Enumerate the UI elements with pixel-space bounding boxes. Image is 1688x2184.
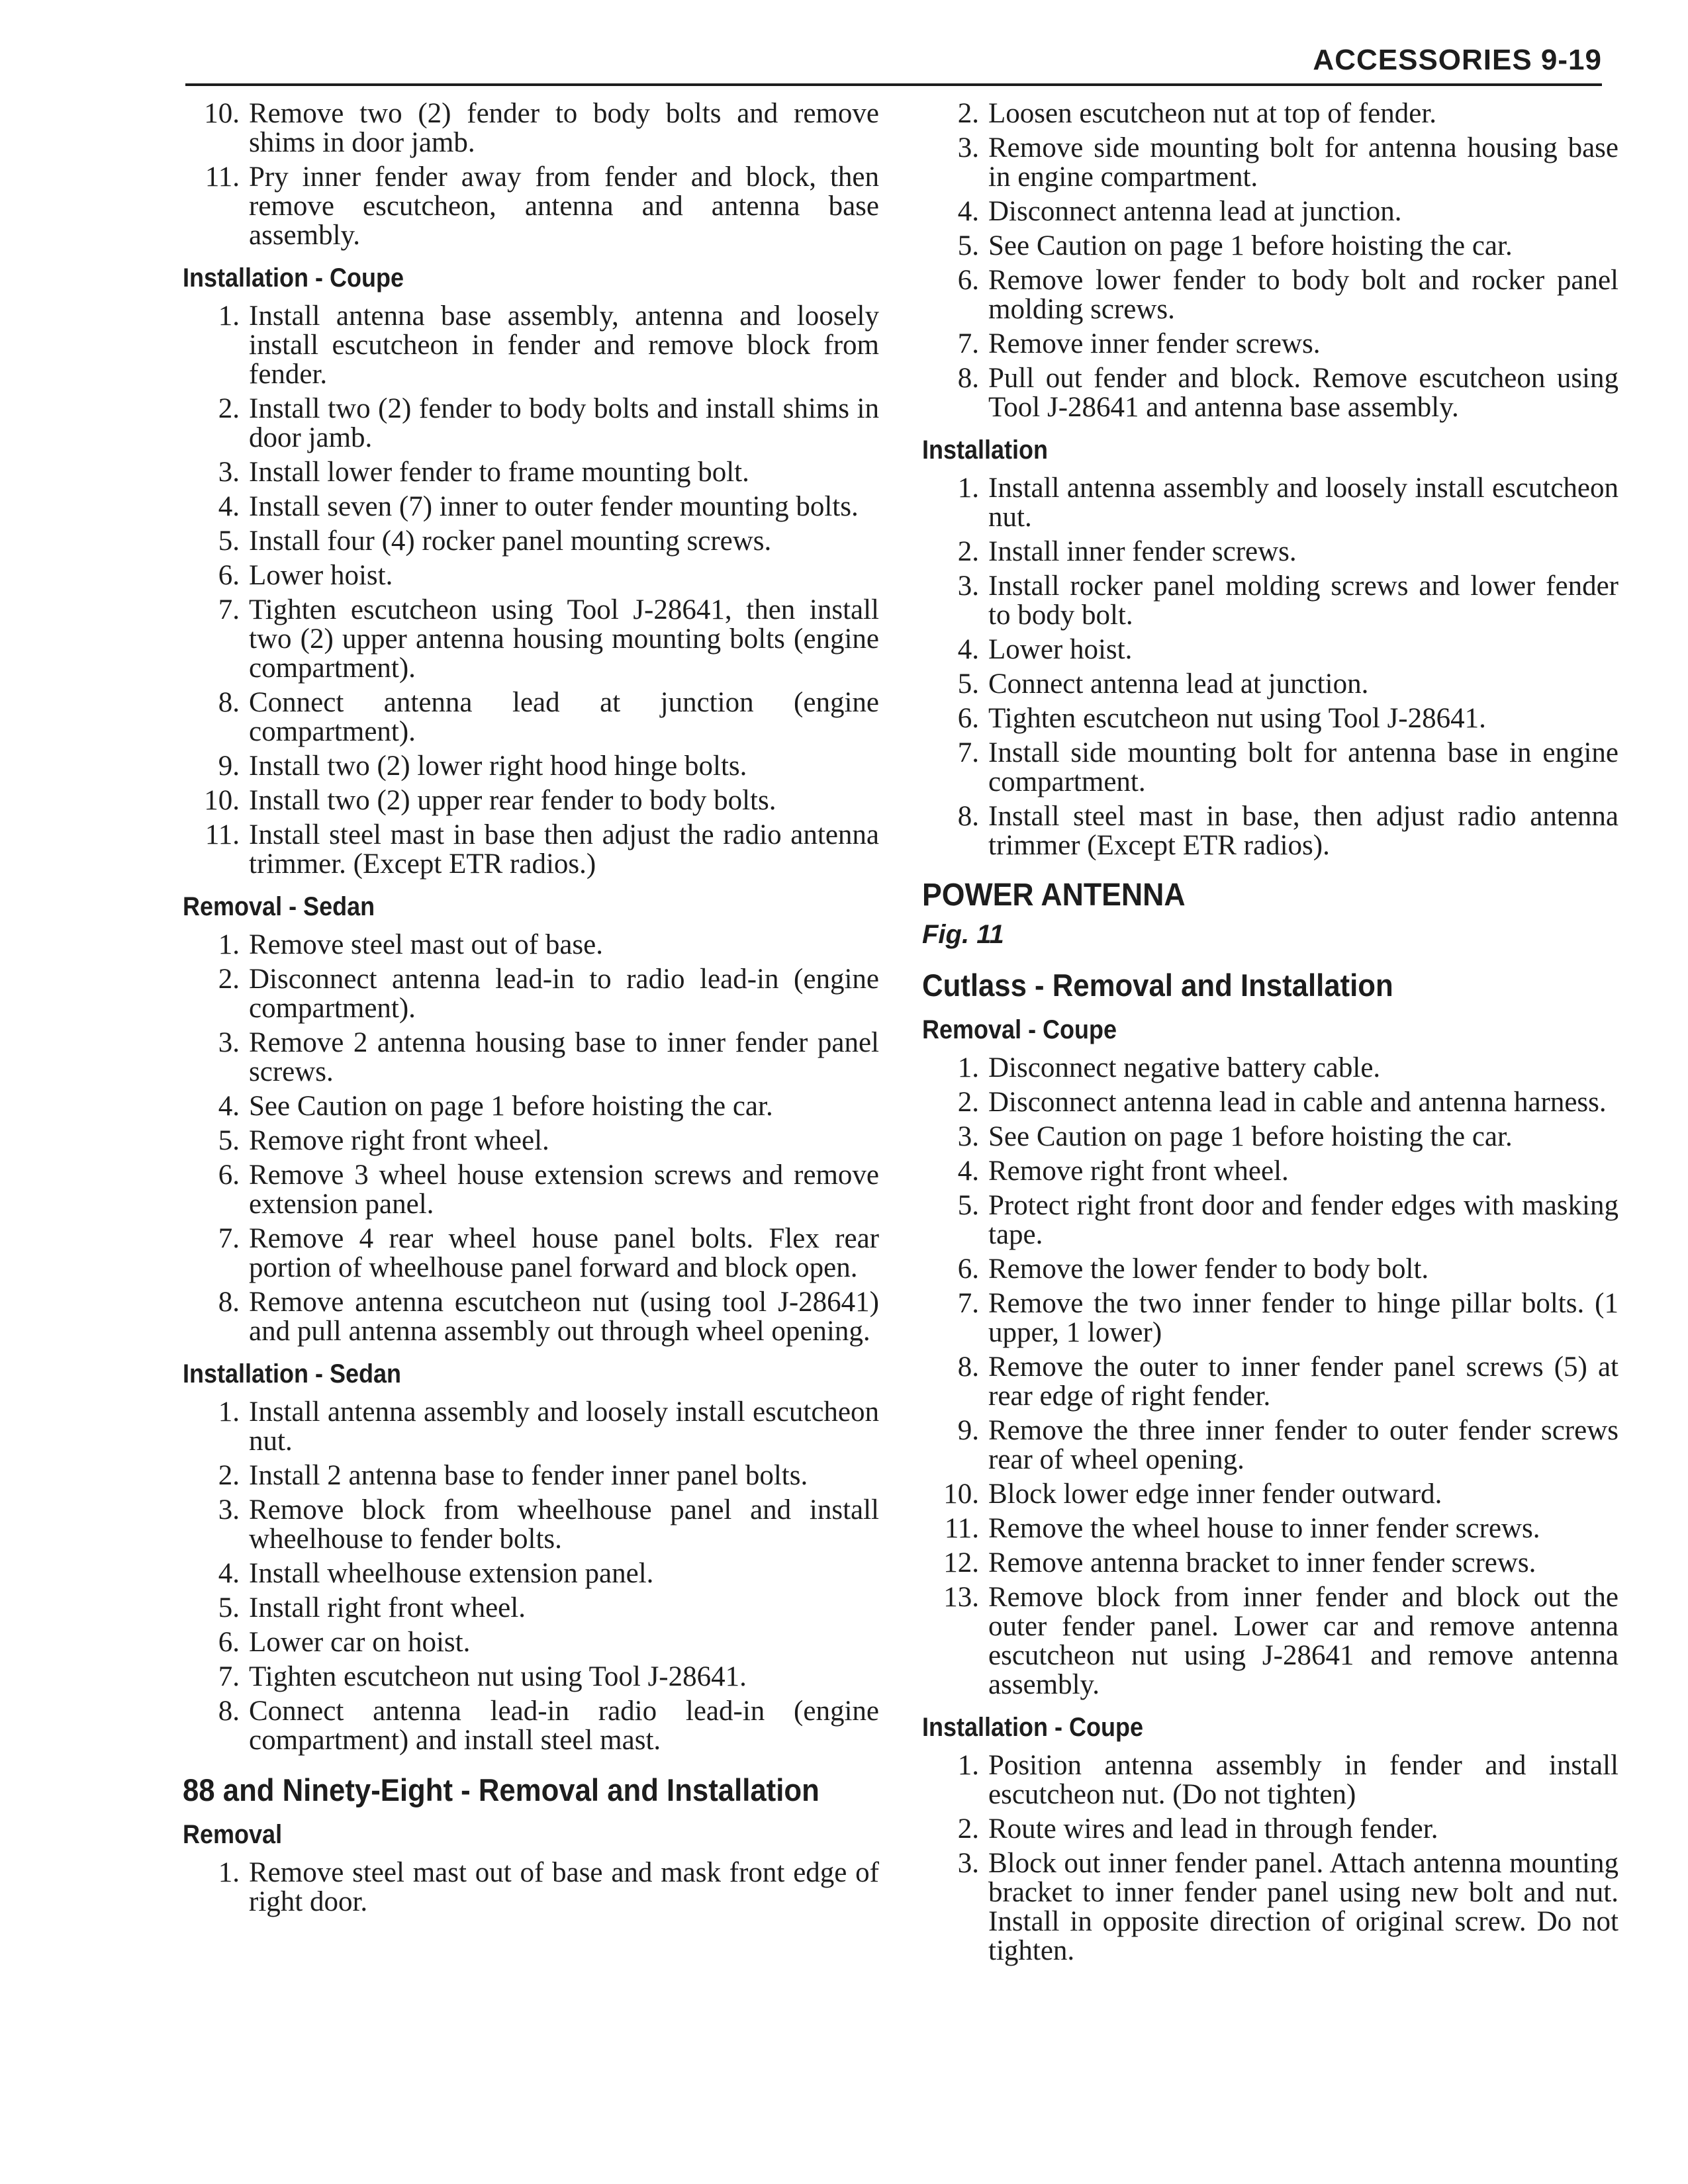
step-item xyxy=(183,1697,879,1755)
step-text: Block lower edge inner fender outward. xyxy=(988,1479,1442,1510)
step-text: Remove two (2) fender to body bolts and remove shims in door jamb. xyxy=(249,98,879,158)
step-item xyxy=(922,134,1618,192)
step-text: Block out inner fender panel. Attach antenna mounting bracket to inner fender panel using new bolt and nut. Install in opposite direction of original screw. Do not tighten. xyxy=(988,1848,1618,1966)
step-number: 7. xyxy=(218,594,240,625)
step-text: Remove the wheel house to inner fender screws. xyxy=(988,1513,1540,1544)
step-number: 3. xyxy=(218,1027,240,1058)
step-number: 1. xyxy=(957,1750,979,1781)
step-number: 1. xyxy=(218,929,240,960)
step-number: 2. xyxy=(218,393,240,424)
step-item xyxy=(183,1628,879,1657)
page-header xyxy=(185,44,1602,86)
step-item xyxy=(922,266,1618,324)
step-number: 10. xyxy=(943,1479,979,1510)
right-intro-steps xyxy=(922,99,1618,422)
step-item xyxy=(922,1191,1618,1250)
step-text: See Caution on page 1 before hoisting the car. xyxy=(988,230,1513,261)
step-number: 6. xyxy=(218,560,240,591)
removal-sedan-steps xyxy=(183,931,879,1346)
step-number: 5. xyxy=(957,1190,979,1221)
step-number: 10. xyxy=(204,98,240,129)
heading-installation-coupe: Installation - Coupe xyxy=(183,263,404,293)
step-text: Connect antenna lead at junction (engine compartment). xyxy=(249,687,879,747)
cutlass-installation-coupe-steps xyxy=(922,1751,1618,1966)
step-number: 2. xyxy=(957,1813,979,1844)
step-item xyxy=(183,1161,879,1219)
heading-88-removal: Removal xyxy=(183,1820,283,1849)
step-item xyxy=(922,1416,1618,1475)
step-item xyxy=(183,561,879,590)
step-text: Install steel mast in base, then adjust radio antenna trimmer (Except ETR radios). xyxy=(988,801,1618,861)
step-item xyxy=(922,802,1618,860)
step-number: 6. xyxy=(218,1160,240,1191)
step-text: Remove lower fender to body bolt and rocker panel molding screws. xyxy=(988,265,1618,325)
step-number: 4. xyxy=(957,196,979,227)
step-text: Install inner fender screws. xyxy=(988,536,1297,567)
installation-steps xyxy=(922,474,1618,860)
step-text: Install 2 antenna base to fender inner panel bolts. xyxy=(249,1460,808,1491)
step-text: Tighten escutcheon nut using Tool J-28641. xyxy=(988,703,1486,734)
step-number: 2. xyxy=(218,964,240,995)
step-text: Connect antenna lead at junction. xyxy=(988,668,1369,700)
step-text: Disconnect antenna lead in cable and antenna harness. xyxy=(988,1087,1607,1118)
step-item xyxy=(183,1092,879,1121)
step-number: 8. xyxy=(957,363,979,394)
step-text: Remove steel mast out of base. xyxy=(249,929,603,960)
heading-removal-sedan: Removal - Sedan xyxy=(183,892,375,921)
step-text: Remove antenna bracket to inner fender screws. xyxy=(988,1547,1536,1578)
step-text: Remove right front wheel. xyxy=(249,1125,549,1156)
step-number: 6. xyxy=(957,703,979,734)
step-number: 7. xyxy=(957,737,979,768)
step-item xyxy=(922,474,1618,532)
step-text: Disconnect antenna lead-in to radio lead-in (engine compartment). xyxy=(249,964,879,1024)
step-number: 5. xyxy=(957,230,979,261)
step-number: 12. xyxy=(943,1547,979,1578)
step-item xyxy=(183,596,879,683)
heading-power-antenna: POWER ANTENNA xyxy=(922,878,1186,913)
installation-sedan-steps xyxy=(183,1398,879,1755)
step-item xyxy=(922,572,1618,630)
step-item xyxy=(183,1126,879,1156)
step-text: Install right front wheel. xyxy=(249,1592,526,1623)
step-number: 9. xyxy=(957,1415,979,1446)
step-number: 11. xyxy=(944,1513,979,1544)
step-text: Tighten escutcheon nut using Tool J-28641. xyxy=(249,1661,747,1692)
step-text: See Caution on page 1 before hoisting the car. xyxy=(249,1091,773,1122)
step-number: 3. xyxy=(957,570,979,602)
step-item xyxy=(922,1751,1618,1809)
step-item xyxy=(183,1028,879,1087)
step-item xyxy=(922,1549,1618,1578)
step-text: Remove the two inner fender to hinge pillar bolts. (1 upper, 1 lower) xyxy=(988,1288,1618,1348)
step-text: Remove the lower fender to body bolt. xyxy=(988,1253,1429,1285)
step-text: Install lower fender to frame mounting bolt. xyxy=(249,457,749,488)
step-item xyxy=(922,197,1618,226)
step-item xyxy=(183,1398,879,1456)
step-text: Remove steel mast out of base and mask front edge of right door. xyxy=(249,1857,879,1917)
heading-cutlass: Cutlass - Removal and Installation xyxy=(922,968,1393,1003)
step-text: Remove block from inner fender and block out the outer fender panel. Lower car and remove antenna escutcheon nut using J-28641 and remove antenna assembly. xyxy=(988,1582,1618,1700)
step-number: 8. xyxy=(957,1351,979,1383)
step-text: Install wheelhouse extension panel. xyxy=(249,1558,654,1589)
step-text: Install antenna assembly and loosely install escutcheon nut. xyxy=(988,473,1618,533)
step-text: Remove the outer to inner fender panel screws (5) at rear edge of right fender. xyxy=(988,1351,1618,1412)
step-number: 7. xyxy=(218,1661,240,1692)
step-number: 1. xyxy=(218,1396,240,1428)
page-header-title: ACCESSORIES 9-19 xyxy=(1313,44,1602,76)
step-number: 5. xyxy=(218,525,240,557)
step-text: Install side mounting bolt for antenna base in engine compartment. xyxy=(988,737,1618,797)
step-item xyxy=(183,931,879,960)
step-number: 8. xyxy=(218,1287,240,1318)
left-intro-steps xyxy=(183,99,879,250)
step-text: See Caution on page 1 before hoisting the car. xyxy=(988,1121,1513,1152)
heading-installation-sedan: Installation - Sedan xyxy=(183,1359,402,1388)
step-item xyxy=(922,1849,1618,1966)
step-text: Remove 2 antenna housing base to inner fender panel screws. xyxy=(249,1027,879,1087)
step-number: 3. xyxy=(957,1848,979,1879)
heading-removal-coupe: Removal - Coupe xyxy=(922,1015,1117,1044)
step-item xyxy=(183,1559,879,1588)
step-text: Remove side mounting bolt for antenna housing base in engine compartment. xyxy=(988,132,1618,193)
step-item xyxy=(183,99,879,158)
step-item xyxy=(922,1157,1618,1186)
step-item xyxy=(183,302,879,389)
step-text: Lower hoist. xyxy=(988,634,1133,665)
step-text: Pry inner fender away from fender and block, then remove escutcheon, antenna and antenna base assembly. xyxy=(249,161,879,251)
step-item xyxy=(922,635,1618,664)
step-number: 1. xyxy=(218,300,240,332)
step-text: Install seven (7) inner to outer fender mounting bolts. xyxy=(249,491,859,522)
step-item xyxy=(922,1088,1618,1117)
step-text: Lower hoist. xyxy=(249,560,393,591)
step-item xyxy=(922,1353,1618,1411)
step-number: 5. xyxy=(957,668,979,700)
step-number: 3. xyxy=(957,132,979,163)
step-item xyxy=(922,232,1618,261)
step-number: 4. xyxy=(218,491,240,522)
step-item xyxy=(183,786,879,815)
step-number: 5. xyxy=(218,1125,240,1156)
step-item xyxy=(183,1858,879,1917)
step-text: Remove the three inner fender to outer fender screws rear of wheel opening. xyxy=(988,1415,1618,1475)
step-number: 11. xyxy=(205,161,240,193)
step-item xyxy=(183,1288,879,1346)
heading-installation: Installation xyxy=(922,435,1049,465)
step-item xyxy=(922,330,1618,359)
step-item xyxy=(183,1496,879,1554)
step-text: Remove block from wheelhouse panel and install wheelhouse to fender bolts. xyxy=(249,1494,879,1555)
step-text: Remove antenna escutcheon nut (using tool J-28641) and pull antenna assembly out through wheel opening. xyxy=(249,1287,879,1347)
right-column xyxy=(922,99,1618,1978)
step-number: 3. xyxy=(218,1494,240,1525)
heading-cutlass-installation-coupe: Installation - Coupe xyxy=(922,1713,1144,1742)
step-item xyxy=(922,1514,1618,1543)
step-text: Install antenna base assembly, antenna and loosely install escutcheon in fender and remove block from fender. xyxy=(249,300,879,390)
step-item xyxy=(183,1224,879,1283)
step-number: 2. xyxy=(218,1460,240,1491)
step-number: 7. xyxy=(218,1223,240,1254)
step-text: Disconnect antenna lead at junction. xyxy=(988,196,1402,227)
step-text: Tighten escutcheon using Tool J-28641, then install two (2) upper antenna housing mounting bolts (engine compartment). xyxy=(249,594,879,684)
step-item xyxy=(922,1480,1618,1509)
step-text: Protect right front door and fender edges with masking tape. xyxy=(988,1190,1618,1250)
step-number: 6. xyxy=(957,265,979,296)
step-item xyxy=(922,1815,1618,1844)
step-text: Lower car on hoist. xyxy=(249,1627,471,1658)
step-number: 1. xyxy=(957,473,979,504)
step-number: 3. xyxy=(218,457,240,488)
step-number: 2. xyxy=(957,1087,979,1118)
step-number: 4. xyxy=(957,634,979,665)
step-number: 6. xyxy=(957,1253,979,1285)
step-text: Remove right front wheel. xyxy=(988,1156,1289,1187)
step-text: Install two (2) upper rear fender to body bolts. xyxy=(249,785,776,816)
step-number: 11. xyxy=(205,819,240,850)
step-number: 8. xyxy=(218,687,240,718)
step-item xyxy=(922,1583,1618,1700)
left-column xyxy=(183,99,879,1929)
step-item xyxy=(183,821,879,879)
step-text: Route wires and lead in through fender. xyxy=(988,1813,1438,1844)
step-number: 13. xyxy=(943,1582,979,1613)
step-item xyxy=(922,1122,1618,1152)
step-item xyxy=(183,163,879,250)
step-item xyxy=(922,1054,1618,1083)
step-item xyxy=(922,670,1618,699)
step-number: 8. xyxy=(218,1696,240,1727)
removal-88-steps xyxy=(183,1858,879,1917)
step-number: 6. xyxy=(218,1627,240,1658)
step-number: 7. xyxy=(957,328,979,359)
installation-coupe-steps xyxy=(183,302,879,879)
step-item xyxy=(922,739,1618,797)
step-text: Loosen escutcheon nut at top of fender. xyxy=(988,98,1437,129)
step-number: 1. xyxy=(218,1857,240,1888)
step-item xyxy=(183,1594,879,1623)
step-text: Install two (2) lower right hood hinge bolts. xyxy=(249,751,747,782)
step-number: 4. xyxy=(957,1156,979,1187)
step-number: 2. xyxy=(957,536,979,567)
step-item xyxy=(183,688,879,747)
step-number: 7. xyxy=(957,1288,979,1319)
step-text: Remove inner fender screws. xyxy=(988,328,1321,359)
step-item xyxy=(183,458,879,487)
step-number: 5. xyxy=(218,1592,240,1623)
figure-reference: Fig. 11 xyxy=(922,920,1004,949)
step-text: Connect antenna lead-in radio lead-in (engine compartment) and install steel mast. xyxy=(249,1696,879,1756)
step-text: Disconnect negative battery cable. xyxy=(988,1052,1381,1083)
step-item xyxy=(183,394,879,453)
step-item xyxy=(183,527,879,556)
step-text: Install antenna assembly and loosely install escutcheon nut. xyxy=(249,1396,879,1457)
step-number: 3. xyxy=(957,1121,979,1152)
step-number: 4. xyxy=(218,1558,240,1589)
step-text: Position antenna assembly in fender and install escutcheon nut. (Do not tighten) xyxy=(988,1750,1618,1810)
step-item xyxy=(922,99,1618,128)
step-item xyxy=(922,364,1618,422)
heading-88-ninety-eight: 88 and Ninety-Eight - Removal and Installation xyxy=(183,1772,820,1807)
step-item xyxy=(922,1289,1618,1347)
step-number: 9. xyxy=(218,751,240,782)
step-number: 2. xyxy=(957,98,979,129)
step-item xyxy=(922,1255,1618,1284)
step-number: 4. xyxy=(218,1091,240,1122)
step-number: 1. xyxy=(957,1052,979,1083)
step-item xyxy=(922,704,1618,733)
removal-coupe-steps xyxy=(922,1054,1618,1700)
step-number: 8. xyxy=(957,801,979,832)
step-item xyxy=(183,965,879,1023)
step-item xyxy=(183,1662,879,1692)
step-item xyxy=(922,537,1618,567)
step-item xyxy=(183,1461,879,1490)
step-item xyxy=(183,752,879,781)
step-text: Remove 3 wheel house extension screws and remove extension panel. xyxy=(249,1160,879,1220)
step-item xyxy=(183,492,879,522)
step-text: Remove 4 rear wheel house panel bolts. Flex rear portion of wheelhouse panel forward and block open. xyxy=(249,1223,879,1283)
step-text: Pull out fender and block. Remove escutcheon using Tool J-28641 and antenna base assembly. xyxy=(988,363,1618,423)
step-text: Install steel mast in base then adjust the radio antenna trimmer. (Except ETR radios.) xyxy=(249,819,879,880)
step-number: 10. xyxy=(204,785,240,816)
step-text: Install rocker panel molding screws and lower fender to body bolt. xyxy=(988,570,1618,631)
step-text: Install four (4) rocker panel mounting screws. xyxy=(249,525,772,557)
step-text: Install two (2) fender to body bolts and install shims in door jamb. xyxy=(249,393,879,453)
